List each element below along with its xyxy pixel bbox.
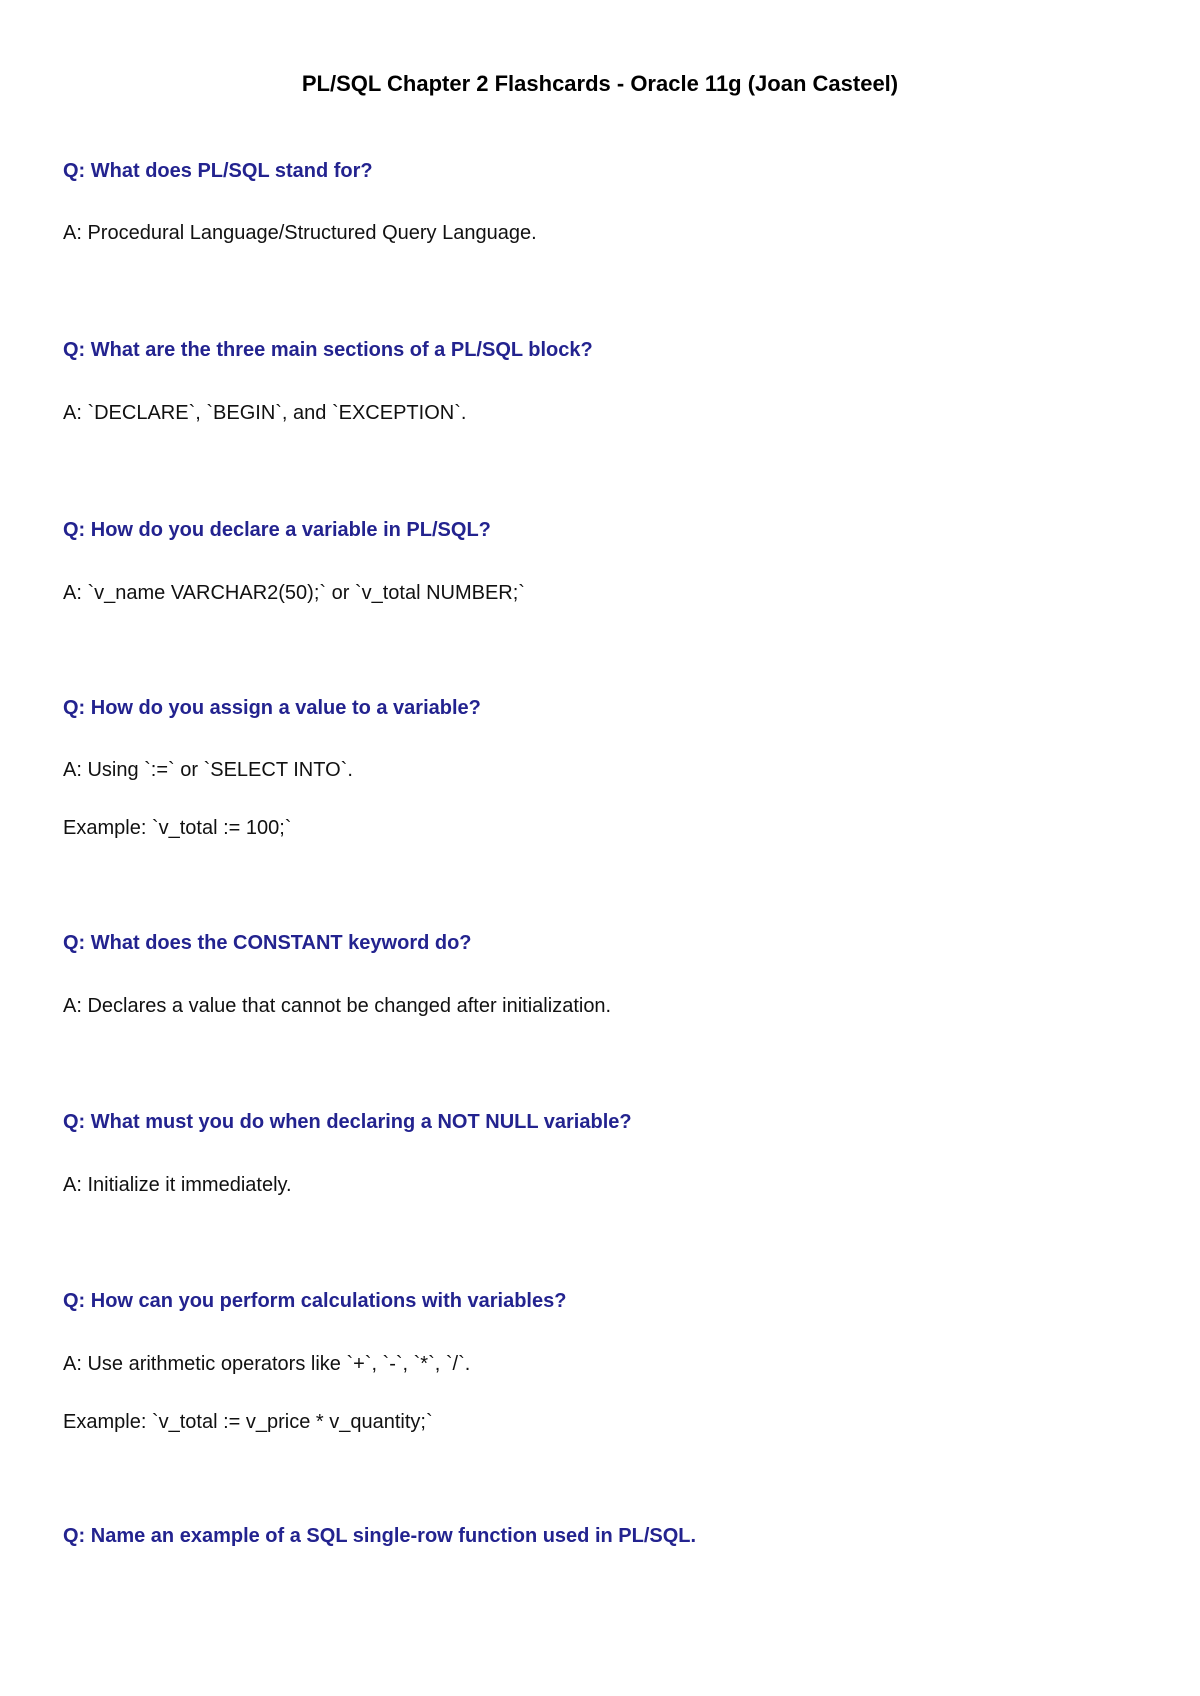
question-8: Q: Name an example of a SQL single-row function used in PL/SQL. [63,1525,697,1547]
answer-1: A: Procedural Language/Structured Query Language. [63,222,537,244]
question-4: Q: How do you assign a value to a variable? [63,697,481,719]
answer-5: A: Declares a value that cannot be changed after initialization. [63,995,612,1017]
document-title: PL/SQL Chapter 2 Flashcards - Oracle 11g (Joan Casteel) [301,71,899,96]
answer-4: A: Using `:=` or `SELECT INTO`. [63,759,353,781]
question-3: Q: How do you declare a variable in PL/SQL? [63,519,491,541]
answer-6: A: Initialize it immediately. [63,1174,292,1196]
question-2: Q: What are the three main sections of a PL/SQL block? [63,339,593,361]
question-5: Q: What does the CONSTANT keyword do? [63,932,472,954]
answer-7: A: Use arithmetic operators like `+`, `-`, `*`, `/`. [63,1353,471,1375]
answer-2: A: `DECLARE`, `BEGIN`, and `EXCEPTION`. [63,402,467,424]
example-4: Example: `v_total := 100;` [63,817,292,839]
answer-3: A: `v_name VARCHAR2(50);` or `v_total NUMBER;` [63,582,525,604]
question-6: Q: What must you do when declaring a NOT NULL variable? [63,1111,632,1133]
question-7: Q: How can you perform calculations with variables? [63,1290,567,1312]
question-1: Q: What does PL/SQL stand for? [63,160,373,182]
example-7: Example: `v_total := v_price * v_quantity;` [63,1411,433,1433]
